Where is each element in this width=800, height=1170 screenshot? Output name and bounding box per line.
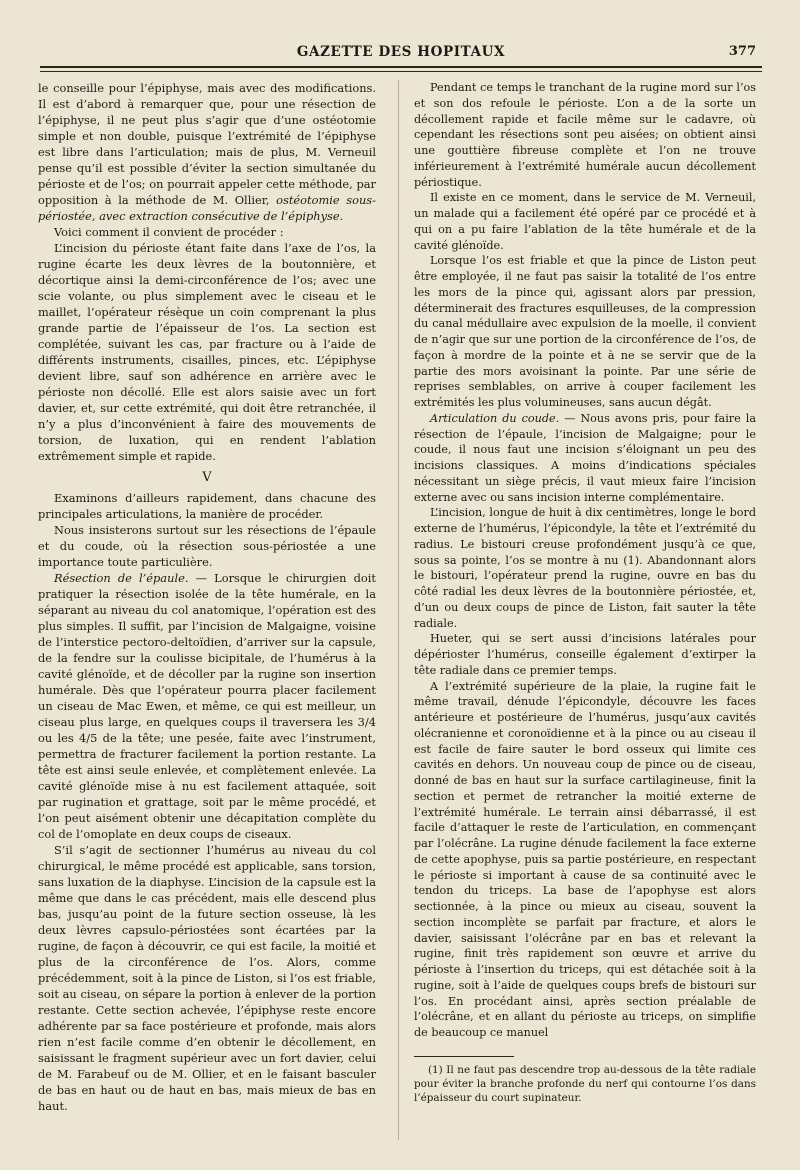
running-title: GAZETTE DES HOPITAUX (296, 44, 506, 60)
left-column (38, 80, 376, 1114)
paragraph (38, 570, 376, 842)
footnote (414, 1063, 756, 1105)
paragraph-text: le conseille pour l’épiphyse, mais avec des modifications. Il est d’abord à remarquer que, pour une résection de l’épiphyse, il ne peut plus s’agir que d’une ostéotomie simple et non double, puisque l’extrémité de l’épiphyse est libre dans l’articulation; mais de plus, M. Verneuil pense qu’il est possible d’éviter la section simultanée du périoste et de l’os; on pourrait appeler cette méthode, par opposition à la méthode de M. Ollier, (38, 81, 376, 207)
paragraph: Pendant ce temps le tranchant de la rugine mord sur l’os et son dos refoule le périoste. L’on a de la sorte un décollement rapide et facile même sur le cadavre, où cependant les résections sont peu aisées; on obtient ainsi une gouttière fibreuse complète et l’on ne trouve inférieurement à l’extrémité humérale aucun décollement périostique. (414, 81, 756, 189)
page-number: 377 (728, 44, 756, 59)
method-name: ostéotomie sous-périostée, avec extraction consécutive de l’épiphyse. (38, 193, 376, 223)
subsection-heading: Résection de l’épaule. (54, 571, 189, 585)
footnote-rule (414, 1056, 514, 1057)
paragraph: A l’extrémité supérieure de la plaie, la rugine fait le même travail, dénude l’épicondyle, découvre les faces antérieure et postérieure de l’humérus, jusqu’aux cavités olécranienne et coronoïdienne et à la pince ou au ciseau il est facile de faire sauter le bord osseux qui limite ces cavités en dehors. Un nouveau coup de pince ou de ciseau, donné de bas en haut sur la surface cartilagineuse, finit la section et permet de retrancher la moitié externe de l’extrémité humérale. Le terrain ainsi débarrassé, il est facile d’attaquer le reste de l’articulation, en commençant par l’olécrâne. La rugine dénude facilement la face externe de cette apophyse, puis sa partie postérieure, en respectant le périoste si important à cause de sa continuité avec le tendon du triceps. La base de l’apophyse est alors sectionnée, à la pince ou mieux au ciseau, souvent la section incomplète se parfait par fracture, et alors le davier, saisissant l’olécrâne par en bas et relevant la rugine, finit très rapidement son œuvre et arrive du périoste à l’insertion du triceps, qui est détachée soit à la rugine, soit à l’aide de quelques coups brefs de bistouri sur l’os. En procédant ainsi, après section préalable de l’olécrâne, et en allant du périoste au triceps, on simplifie de beaucoup ce manuel (414, 679, 756, 1039)
paragraph: Il existe en ce moment, dans le service de M. Verneuil, un malade qui a facilement été opéré par ce procédé et à qui on a pu faire l’ablation de la tête humérale et de la cavité glénoïde. (414, 191, 756, 252)
paragraph: Voici comment il convient de procéder : (54, 225, 284, 239)
footnote-text: (1) Il ne faut pas descendre trop au-dessous de la tête radiale pour éviter la branche profonde du nerf qui contourne l’os dans l’épaisseur du court supinateur. (414, 1064, 756, 1104)
paragraph (38, 80, 376, 224)
section-number: V (202, 470, 212, 485)
paragraph-text: — Lorsque le chirurgien doit pratiquer la résection isolée de la tête humérale, en la séparant au niveau du col anatomique, l’opération est des plus simples. Il suffit, par l’incision de Malgaigne, voisine de l’interstice pectoro-deltoïdien, d’arriver sur la capsule, de la fendre sur la coulisse bicipitale, de l’humérus à la cavité glénoïde, et de décoller par la rugine son insertion humérale. Dès que l’opérateur pourra placer facilement un ciseau de Mac Ewen, et même, ce qui est meilleur, un ciseau plus large, en quelques coups il traversera les 3/4 ou les 4/5 de la tête; une pesée, faite avec l’instrument, permettra de fracturer facilement la portion restante. La tête est ainsi seule enlevée, et complètement enlevée. La cavité glénoïde mise à nu est facilement attaquée, soit par rugination et grattage, soit par le même procédé, et l’on peut aisément obtenir une décapitation complète du col de l’omoplate en deux coups de ciseaux. (38, 571, 377, 841)
page-header (40, 44, 762, 68)
right-column (414, 80, 756, 1041)
paragraph: L’incision du périoste étant faite dans l’axe de l’os, la rugine écarte les deux lèvres de la boutonnière, et décortique ainsi la demi-circonférence de l’os; avec une scie volante, ou plus simplement avec le ciseau et le maillet, l’opérateur résèque un coin comprenant la plus grande partie de l’épaisseur de l’os. La section est complétée, suivant les cas, par fracture ou à l’aide de différents instruments, cisailles, pinces, etc. L’épiphyse devient libre, sauf son adhérence en arrière avec le périoste non décollé. Elle est alors saisie avec un fort davier, et, sur cette extrémité, qui doit être retranchée, il n’y a plus d’inconvénient à faire des mouvements de torsion, de luxation, qui en rendent l’ablation extrêmement simple et rapide. (38, 241, 376, 463)
subsection-heading: Articulation du coude. (430, 411, 560, 425)
paragraph: L’incision, longue de huit à dix centimètres, longe le bord externe de l’humérus, l’épicondyle, la tête et l’extrémité du radius. Le bistouri creuse profondément jusqu’à ce que, sous sa pointe, l’os se montre à nu (1). Abandonnant alors le bistouri, l’opérateur prend la rugine, ouvre en bas du côté radial les deux lèvres de la boutonnière périostée, et, d’un ou deux coups de pince de Liston, fait sauter la tête radiale. (414, 506, 756, 630)
column-divider (398, 80, 399, 1140)
paragraph: Hueter, qui se sert aussi d’incisions latérales pour dépérioster l’humérus, conseille également d’extirper la tête radiale dans ce premier temps. (414, 632, 756, 677)
paragraph: S’il s’agit de sectionner l’humérus au niveau du col chirurgical, le même procédé est applicable, sans torsion, sans luxation de la diaphyse. L’incision de la capsule est la même que dans le cas précédent, mais elle descend plus bas, jusqu’au point de la future section osseuse, là les deux lèvres capsulo-périostées sont écartées par la rugine, de façon à découvrir, ce qui est facile, la moitié et plus de la circonférence de l’os. Alors, comme précédemment, soit à la pince de Liston, si l’os est friable, soit au ciseau, on sépare la portion à enlever de la portion restante. Cette section achevée, l’épiphyse reste encore adhérente par sa face postérieure et profonde, mais alors rien n’est facile comme d’en obtenir le décollement, en saisissant le fragment supérieur avec un fort davier, celui de M. Farabeuf ou de M. Ollier, et en le faisant basculer de bas en haut ou de haut en bas, mais mieux de bas en haut. (38, 843, 376, 1113)
paragraph-text: — Nous avons pris, pour faire la résection de l’épaule, l’incision de Malgaigne; pour le coude, il nous faut une incision s’éloignant un peu des incisions classiques. A moins d’indications spéciales nécessitant un siège précis, il vaut mieux faire l’incision externe avec ou sans incision interne complémentaire. (414, 411, 757, 504)
header-rule-thick (40, 66, 762, 68)
paragraph: Examinons d’ailleurs rapidement, dans chacune des principales articulations, la manière de procéder. (38, 491, 376, 521)
paragraph (414, 411, 756, 506)
paragraph: Nous insisterons surtout sur les résections de l’épaule et du coude, où la résection sous-périostée a une importance toute particulière. (38, 523, 376, 569)
header-rule-thin (40, 71, 762, 72)
paragraph: Lorsque l’os est friable et que la pince de Liston peut être employée, il ne faut pas saisir la totalité de l’os entre les mors de la pince qui, agissant alors par pression, déterminerait des fractures esquilleuses, de la compression du canal médullaire avec expulsion de la moelle, il convient de n’agir que sur une portion de la circonférence de l’os, de façon à mordre de la pointe et à ne se servir que de la partie des mors avoisinant la pointe. Par une série de reprises semblables, on arrive à couper facilement les extrémités les plus volumineuses, sans aucun dégât. (414, 254, 756, 409)
